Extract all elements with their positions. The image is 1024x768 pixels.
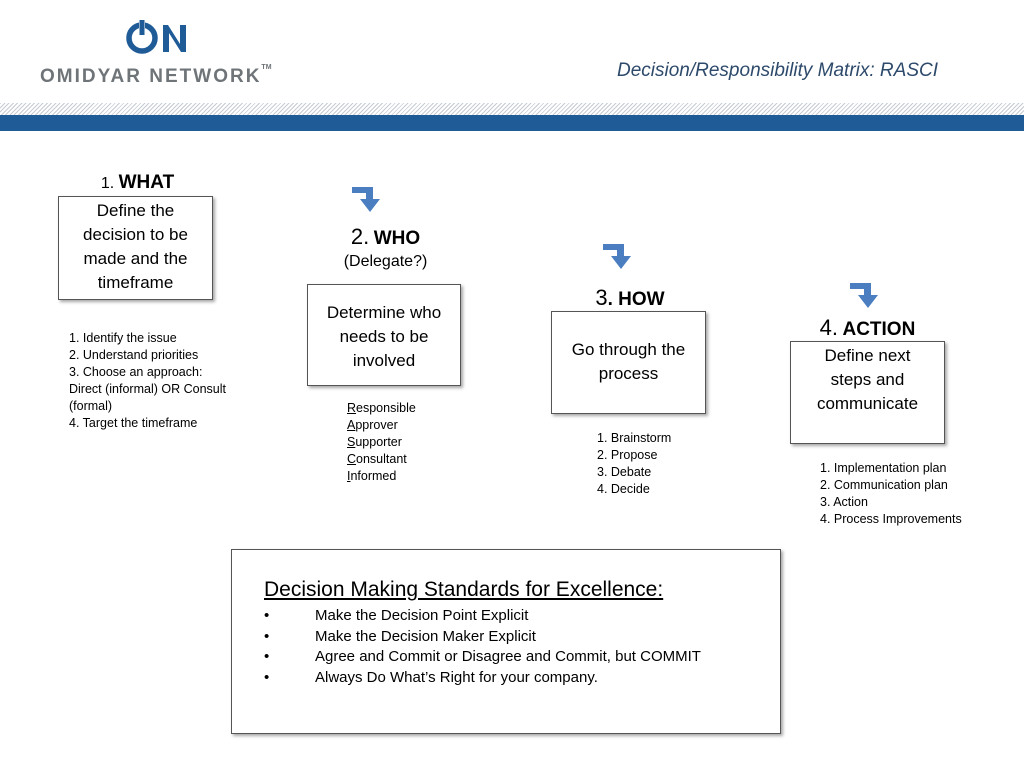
slide-title: Decision/Responsibility Matrix: RASCI <box>617 60 938 81</box>
step-4-heading <box>790 315 945 341</box>
step-3-box <box>551 311 706 414</box>
standards-item: • Agree and Commit or Disagree and Commit, but COMMIT <box>264 647 701 668</box>
step-4-box-line: communicate <box>816 394 919 413</box>
step-4-list <box>820 460 1010 528</box>
step-2-box-line: involved <box>352 351 416 370</box>
step-4-box <box>790 341 945 444</box>
list-item: 2. Propose <box>597 448 658 462</box>
step-4-number: 4. <box>819 315 839 340</box>
standards-title: Decision Making Standards for Excellence: <box>264 578 664 601</box>
list-item: 2. Understand priorities <box>69 348 199 362</box>
list-item: 4. Decide <box>597 482 650 496</box>
list-item: (formal) <box>69 399 113 413</box>
standards-list <box>264 606 701 688</box>
step-3-heading <box>553 285 707 311</box>
bullet-icon: • <box>264 648 270 665</box>
hatched-divider <box>0 103 1024 115</box>
step-2-box-line: Determine who <box>326 303 442 322</box>
step-1-keyword: WHAT <box>118 172 175 193</box>
list-item: 1. Implementation plan <box>820 461 947 475</box>
step-3-number: 3 <box>595 285 608 310</box>
rasci-item: Consultant <box>347 452 407 466</box>
bullet-icon: • <box>264 627 270 645</box>
list-item: 4. Target the timeframe <box>69 416 198 430</box>
standards-item: • Make the Decision Maker Explicit <box>264 627 701 648</box>
step-1-box <box>58 196 213 300</box>
step-1-box-line: made and the <box>83 249 188 268</box>
rasci-item: Approver <box>347 418 398 432</box>
step-1-number: 1. <box>100 175 115 192</box>
step-1-box-line: decision to be <box>83 225 188 244</box>
list-item: 3. Action <box>820 495 868 509</box>
step-1-box-line: Define the <box>96 201 175 220</box>
header-blue-bar <box>0 115 1024 131</box>
step-4-box-line: Define next <box>824 346 911 365</box>
list-item: 3. Choose an approach: <box>69 365 203 379</box>
step-4-box-line: steps and <box>830 370 905 389</box>
standards-item: • Always Do What’s Right for your company. <box>264 668 701 689</box>
list-item: 3. Debate <box>597 465 652 479</box>
bent-arrow-icon <box>850 281 884 309</box>
logo-wordmark: OMIDYAR NETWORK™ <box>40 64 272 87</box>
list-item: 4. Process Improvements <box>820 512 962 526</box>
step-3-box-line: Go through the <box>571 340 686 359</box>
step-3-keyword: . HOW <box>607 289 665 310</box>
bent-arrow-icon <box>352 185 386 213</box>
step-2-keyword: WHO <box>373 228 421 249</box>
list-item: 2. Communication plan <box>820 478 948 492</box>
omidyar-network-logo-icon <box>126 18 190 58</box>
trademark-mark: TM <box>261 64 272 71</box>
step-3-list <box>597 430 717 498</box>
list-item: 1. Identify the issue <box>69 331 177 345</box>
step-3-box-line: process <box>598 364 659 383</box>
standards-item: • Make the Decision Point Explicit <box>264 606 701 627</box>
rasci-item: Informed <box>347 469 397 483</box>
step-2-box-line: needs to be <box>339 327 429 346</box>
step-2-heading <box>308 224 463 250</box>
rasci-item: Supporter <box>347 435 402 449</box>
step-1-heading <box>60 172 215 194</box>
rasci-item: Responsible <box>347 401 416 415</box>
step-4-keyword: ACTION <box>842 319 916 340</box>
bent-arrow-icon <box>603 242 637 270</box>
step-1-list <box>69 330 269 432</box>
bullet-icon: • <box>264 668 270 686</box>
step-2-number: 2. <box>350 224 370 249</box>
list-item: Direct (informal) OR Consult <box>69 382 226 396</box>
standards-box <box>231 549 781 734</box>
rasci-list <box>347 400 467 485</box>
bullet-icon: • <box>264 607 270 624</box>
step-2-box <box>307 284 461 386</box>
step-1-box-line: timeframe <box>97 273 174 292</box>
step-2-subtitle: (Delegate?) <box>343 253 428 270</box>
list-item: 1. Brainstorm <box>597 431 672 445</box>
